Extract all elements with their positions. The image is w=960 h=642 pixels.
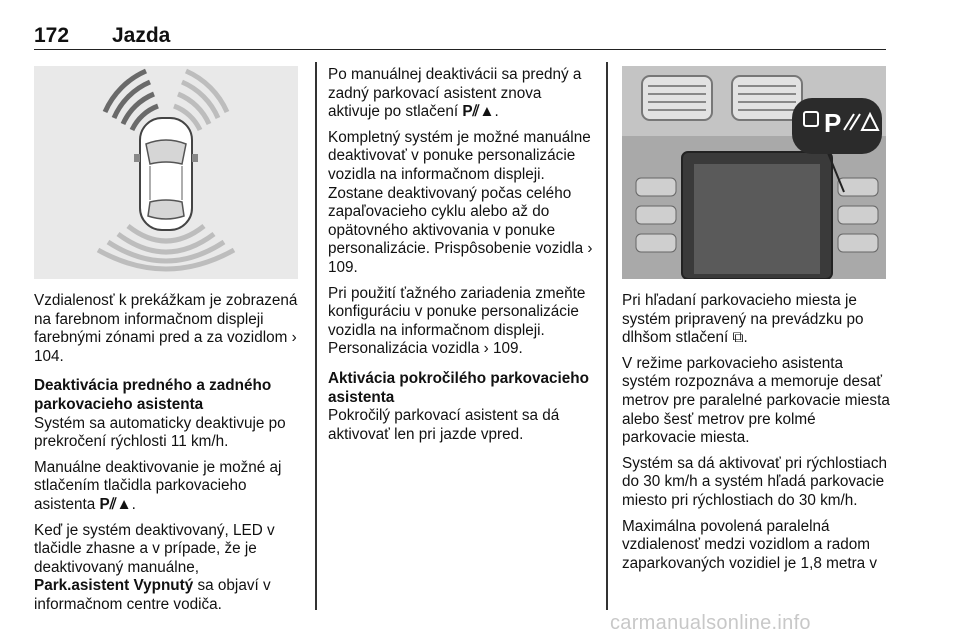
air-vent-right [732, 76, 802, 120]
side-buttons-right [838, 178, 878, 252]
advanced-park-assist-icon: ⧉ [732, 329, 744, 347]
park-assist-symbol-icon: P⫽▲ [462, 103, 495, 121]
column-right [622, 292, 890, 580]
parking-zones-illustration [34, 66, 298, 279]
paragraph: V režime parkovacieho asistenta systém rozpoznáva a memoruje desať metrov pre paralelné parkovacie miesta alebo šesť metrov pre kolmé parkovacie miesta. [622, 354, 890, 447]
side-buttons-left [636, 178, 676, 252]
car-top-view [134, 118, 198, 230]
park-assist-button-callout [792, 98, 882, 154]
page-header [34, 20, 886, 50]
air-vent-left [642, 76, 712, 120]
paragraph: Pokročilý parkovací asistent sa dá aktivovať len pri jazde vpred. [328, 407, 560, 443]
column-divider-right [606, 62, 608, 610]
svg-text:P: P [824, 108, 842, 138]
paragraph: Maximálna povolená paralelná vzdialenosť medzi vozidlom a radom zaparkovaných vozidiel je 1,8 metra v [622, 517, 878, 572]
column-left [34, 292, 300, 622]
column-middle [328, 66, 596, 451]
paragraph: Kompletný systém je možné manuálne deaktivovať v ponuke personalizácie vozidla na informačnom displeji. Zostane deaktivovaný počas celého zapaľovacieho cyklu alebo až do opätovného aktivovania v ponuke personalizácie. Prispôsobenie vozidla › 109. [328, 128, 593, 276]
paragraph: Systém sa automaticky deaktivuje po prekročení rýchlosti 11 km/h. [34, 414, 286, 451]
page-reference-icon: › [587, 240, 593, 258]
page-reference-icon: › [483, 340, 489, 358]
park-assist-symbol-icon: P⫽▲ [99, 495, 132, 513]
dashboard-button-illustration [622, 66, 886, 279]
paragraph: Pri hľadaní parkovacieho miesta je systém pripravený na prevádzku po dlhšom stlačení ⧉. [622, 292, 864, 347]
watermark: carmanualsonline.info [610, 612, 811, 634]
paragraph: Keď je systém deaktivovaný, LED v tlačidle zhasne a v prípade, že je deaktivovaný manuálne, Park.asistent Vypnutý sa objaví v informačnom centre vodiča. [34, 521, 275, 613]
paragraph: Po manuálnej deaktivácii sa predný a zadný parkovací asistent znova aktivuje po stlačení P⫽▲. [328, 66, 582, 121]
page-number: 172 [34, 24, 70, 47]
column-divider-left [315, 62, 317, 610]
chapter-title: Jazda [112, 24, 171, 47]
section-heading: Deaktivácia predného a zadného parkovacieho asistenta [34, 377, 272, 413]
paragraph: Manuálne deaktivovanie je možné aj stlačením tlačidla parkovacieho asistenta P⫽▲. [34, 458, 282, 513]
page-reference-icon: › [291, 329, 297, 347]
paragraph: Systém sa dá aktivovať pri rýchlostiach do 30 km/h a systém hľadá parkovacie miesto pri rýchlostiach do 30 km/h. [622, 454, 888, 509]
paragraph: Pri použití ťažného zariadenia zmeňte konfiguráciu v ponuke personalizácie vozidla na informačnom displeji. Personalizácia vozidla › 109. [328, 284, 586, 358]
paragraph: Vzdialenosť k prekážkam je zobrazená na farebnom informačnom displeji farebnými zónami pred a za vozidlom › 104. [34, 292, 298, 365]
section-heading: Aktivácia pokročilého parkovacieho asistenta [328, 369, 589, 406]
